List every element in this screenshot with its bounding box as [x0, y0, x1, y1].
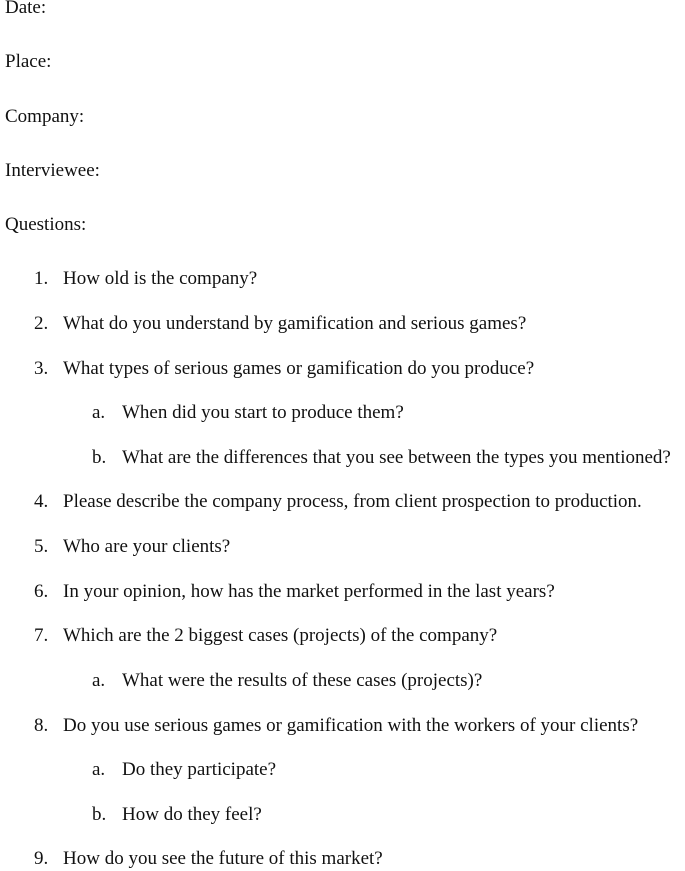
sub-list-marker: a.: [92, 670, 106, 691]
list-marker: 6.: [34, 581, 49, 602]
questions-heading: Questions:: [5, 214, 87, 235]
sub-list-marker: b.: [92, 804, 107, 825]
question-text: What do you understand by gamification and serious games?: [63, 313, 527, 334]
question-text: Please describe the company process, from client prospection to production.: [63, 491, 642, 512]
date-field-label: Date:: [5, 0, 47, 18]
place-field-label: Place:: [5, 51, 52, 72]
list-marker: 9.: [34, 848, 49, 869]
sub-list-marker: b.: [92, 447, 107, 468]
question-text: Which are the 2 biggest cases (projects) of the company?: [63, 625, 498, 646]
sub-question-text: Do they participate?: [122, 759, 277, 780]
question-text: How old is the company?: [63, 268, 258, 289]
list-marker: 4.: [34, 491, 49, 512]
question-text: Who are your clients?: [63, 536, 231, 557]
list-marker: 1.: [34, 268, 49, 289]
sub-list-marker: a.: [92, 759, 106, 780]
list-marker: 7.: [34, 625, 49, 646]
sub-question-text: What are the differences that you see between the types you mentioned?: [122, 447, 671, 468]
list-marker: 5.: [34, 536, 49, 557]
sub-question-text: When did you start to produce them?: [122, 402, 404, 423]
list-marker: 2.: [34, 313, 49, 334]
interviewee-field-label: Interviewee:: [5, 160, 100, 181]
sub-list-marker: a.: [92, 402, 106, 423]
sub-question-text: How do they feel?: [122, 804, 262, 825]
company-field-label: Company:: [5, 106, 85, 127]
question-text: What types of serious games or gamification do you produce?: [63, 358, 535, 379]
question-text: How do you see the future of this market?: [63, 848, 383, 869]
question-text: Do you use serious games or gamification with the workers of your clients?: [63, 715, 639, 736]
question-text: In your opinion, how has the market performed in the last years?: [63, 581, 555, 602]
sub-question-text: What were the results of these cases (projects)?: [122, 670, 483, 691]
list-marker: 8.: [34, 715, 49, 736]
list-marker: 3.: [34, 358, 49, 379]
